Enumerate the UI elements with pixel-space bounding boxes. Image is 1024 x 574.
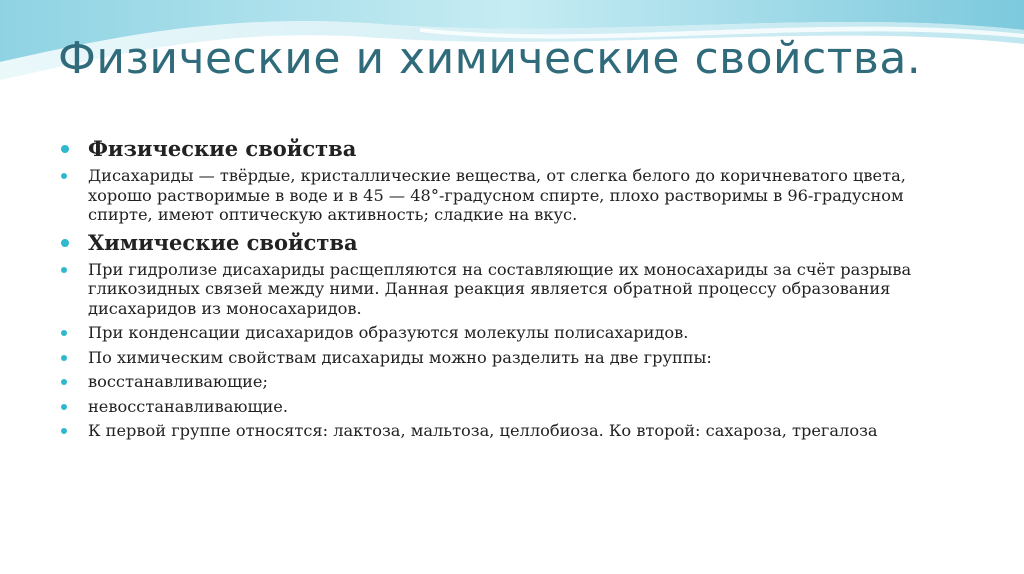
list-item-text: К первой группе относятся: лактоза, мальтоза, целлобиоза. Ко второй: сахароза, трегалоза [88,421,878,440]
section-heading-text: Физические свойства [88,136,357,161]
bullet-icon [61,267,67,273]
slide-content [58,134,958,446]
bullet-icon [61,330,67,336]
section-heading-chemical [58,230,958,256]
section-heading-text: Химические свойства [88,229,358,255]
bullet-icon [61,428,67,434]
section-heading-physical [58,136,958,162]
bullet-icon [61,379,67,385]
list-item [58,348,958,368]
list-item-text: При гидролизе дисахариды расщепляются на составляющие их моносахариды за счёт разрыва гликозидных связей между ними. Данная реакция является обратной процессу образования дисахаридов из моносахаридов. [88,259,912,318]
list-item [58,421,958,441]
list-item-text: восстанавливающие; [88,372,268,391]
list-item-text: Дисахариды — твёрдые, кристаллические вещества, от слегка белого до коричневатого цвета, хорошо растворимые в воде и в 45 — 48°-градусном спирте, плохо растворимы в 96-градусном спирте, имеют оптическую активность; сладкие на вкус. [88,166,906,224]
list-item [58,166,958,225]
list-item [58,260,958,319]
bullet-icon [61,145,69,153]
bullet-icon [61,355,67,361]
bullet-icon [61,173,67,179]
list-item [58,372,958,392]
slide-title: Физические и химические свойства. [58,33,922,84]
list-item [58,323,958,343]
bullet-icon [61,239,69,247]
list-item [58,397,958,417]
list-item-text: По химическим свойствам дисахариды можно разделить на две группы: [88,347,712,367]
bullet-icon [61,404,67,410]
list-item-text: При конденсации дисахаридов образуются молекулы полисахаридов. [88,323,689,342]
list-item-text: невосстанавливающие. [88,396,289,416]
